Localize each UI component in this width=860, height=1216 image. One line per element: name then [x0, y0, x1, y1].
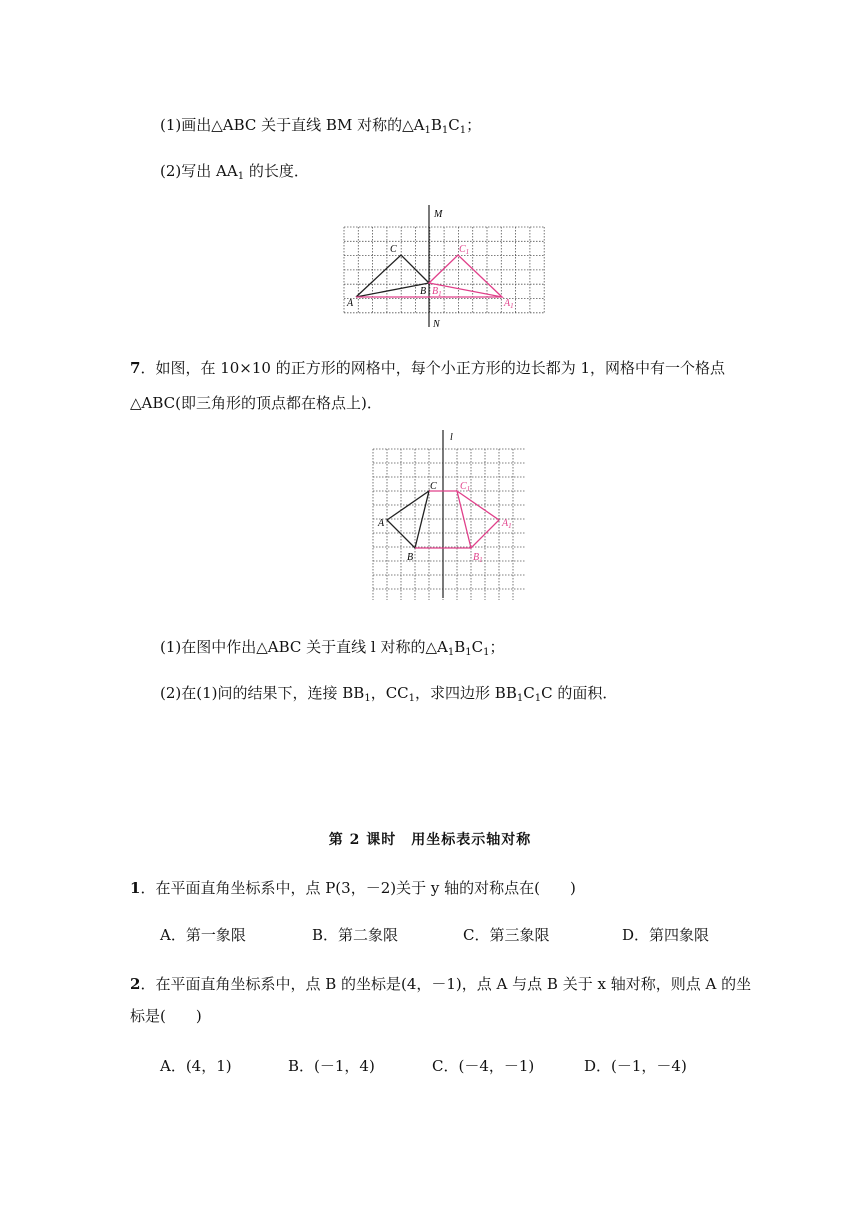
label-c1: $C_1$ — [460, 481, 471, 493]
q7-part1: (1)在图中作出△ABC 关于直线 l 对称的$\triangle A_1B_1C_1$； — [160, 638, 505, 658]
s1-text: 1．在平面直角坐标系中，点 P(3，－2)关于 y 轴的对称点在( ) — [130, 879, 576, 897]
s1-option-a: A．第一象限 — [160, 926, 246, 944]
label-a1: $A_1$ — [502, 518, 512, 530]
label-c: C — [430, 481, 437, 492]
section-title: 第 2 课时 用坐标表示轴对称 — [328, 832, 532, 848]
label-b1: $B_1$ — [432, 286, 442, 298]
label-b: B — [420, 286, 427, 297]
label-a: A — [347, 298, 354, 309]
q7-text-line2: △ABC(即三角形的顶点都在格点上)． — [130, 394, 382, 412]
q6-part2: (2)写出 $AA_1$ 的长度． — [160, 162, 309, 182]
label-c: C — [390, 244, 397, 255]
triangle-abc — [356, 255, 429, 297]
s1-option-d: D．第四象限 — [622, 926, 710, 944]
triangle-abc — [387, 491, 429, 548]
axis-label-l: l — [450, 432, 453, 443]
q6-figure — [340, 205, 550, 330]
q7-part2: (2)在(1)问的结果下，连接 $BB_1$，$CC_1$，求四边形 $BB_1C_1C$ 的面积． — [160, 684, 618, 704]
axis-label-m: M — [434, 209, 443, 220]
triangle-a1b1c1 — [457, 491, 499, 548]
label-a1: $A_1$ — [504, 298, 514, 310]
label-c1: $C_1$ — [459, 244, 470, 256]
q6-part1: (1)画出△ABC 关于直线 BM 对称的$\triangle A_1B_1C_1$； — [160, 116, 482, 136]
label-b1: $B_1$ — [473, 552, 483, 564]
s2-option-c: C．(－4，－1) — [432, 1057, 535, 1075]
s2-text-line2: 标是( ) — [130, 1007, 202, 1025]
q6-grid — [344, 227, 544, 313]
label-a: A — [378, 518, 385, 529]
s2-text-line1: 2．在平面直角坐标系中，点 B 的坐标是(4，－1)，点 A 与点 B 关于 x 轴对称，则点 A 的坐 — [130, 975, 752, 993]
q7-figure — [365, 428, 525, 600]
axis-label-n: N — [433, 319, 440, 330]
q7-text-line1: 7．如图，在 10×10 的正方形的网格中，每个小正方形的边长都为 1，网格中有一个格点 — [130, 359, 726, 377]
s2-option-b: B．(－1，4) — [288, 1057, 375, 1075]
s2-option-a: A．(4，1) — [160, 1057, 232, 1075]
label-b: B — [407, 552, 414, 563]
s2-option-d: D．(－1，－4) — [584, 1057, 687, 1075]
s1-option-b: B．第二象限 — [312, 926, 399, 944]
s1-option-c: C．第三象限 — [463, 926, 550, 944]
